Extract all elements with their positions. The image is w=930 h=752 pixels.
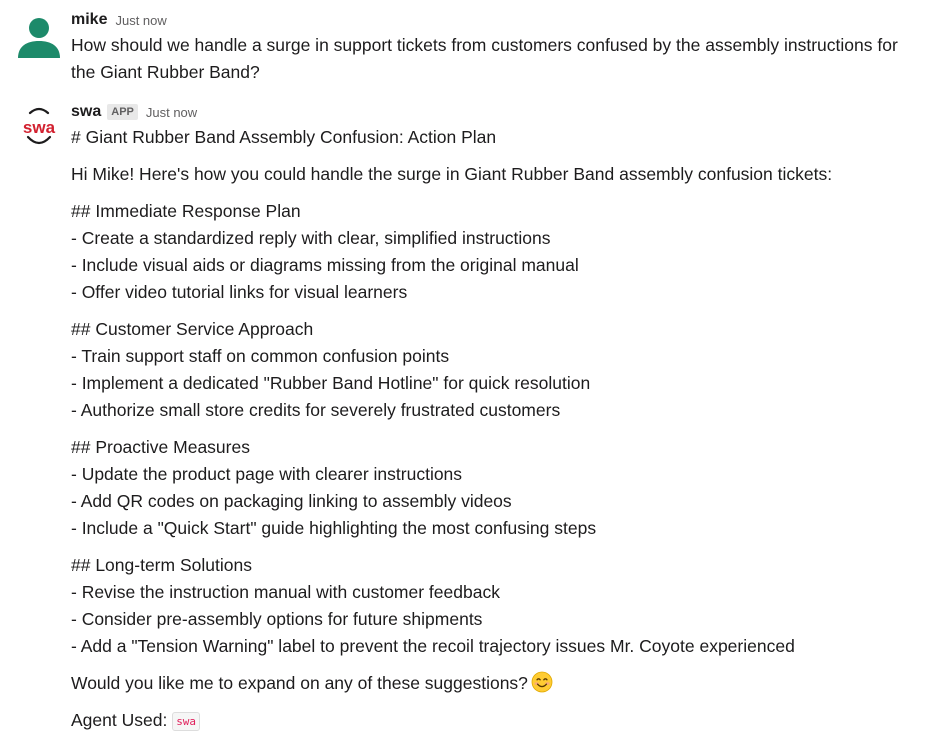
agent-label: Agent Used: [71, 710, 168, 730]
list-item: - Offer video tutorial links for visual learners [71, 282, 408, 302]
list-item: - Update the product page with clearer instructions [71, 464, 463, 484]
author-name[interactable]: swa [71, 103, 102, 120]
list-item: - Train support staff on common confusion points [71, 346, 450, 366]
svg-text:swa: swa [22, 118, 56, 137]
list-item: - Include a "Quick Start" guide highlighting the most confusing steps [71, 518, 597, 538]
list-item: - Include visual aids or diagrams missing from the original manual [71, 255, 579, 275]
agent-used [71, 707, 924, 734]
timestamp[interactable]: Just now [145, 104, 198, 120]
section-proactive-measures [71, 434, 924, 542]
section-title: ## Customer Service Approach [71, 319, 314, 339]
list-item: - Add a "Tension Warning" label to prevent the recoil trajectory issues Mr. Coyote experienced [71, 636, 795, 656]
list-item: - Implement a dedicated "Rubber Band Hotline" for quick resolution [71, 373, 591, 393]
swa-logo-icon[interactable] [16, 104, 62, 150]
message-heading: # Giant Rubber Band Assembly Confusion: Action Plan [71, 127, 497, 147]
message-meta [71, 100, 924, 124]
section-title: ## Long-term Solutions [71, 555, 252, 575]
section-title: ## Proactive Measures [71, 437, 250, 457]
timestamp[interactable]: Just now [115, 12, 167, 28]
message-meta [71, 8, 924, 32]
author-name[interactable]: mike [71, 11, 108, 28]
section-long-term [71, 552, 924, 660]
message-intro: Hi Mike! Here's how you could handle the surge in Giant Rubber Band assembly confusion tickets: [71, 164, 833, 184]
list-item: - Revise the instruction manual with customer feedback [71, 582, 500, 602]
section-customer-service [71, 316, 924, 424]
message-text: How should we handle a surge in support tickets from customers confused by the assembly instructions for the Giant Rubber Band? [71, 35, 898, 82]
app-badge: APP [107, 104, 138, 120]
section-immediate-response [71, 198, 924, 306]
list-item: - Add QR codes on packaging linking to assembly videos [71, 491, 512, 511]
closing-text: Would you like me to expand on any of these suggestions? [71, 673, 528, 693]
message-closing [71, 670, 924, 697]
list-item: - Authorize small store credits for severely frustrated customers [71, 400, 561, 420]
agent-code: swa [172, 712, 200, 731]
list-item: - Create a standardized reply with clear, simplified instructions [71, 228, 551, 248]
section-title: ## Immediate Response Plan [71, 201, 301, 221]
list-item: - Consider pre-assembly options for future shipments [71, 609, 483, 629]
user-avatar-icon[interactable] [16, 14, 62, 60]
smiling-face-emoji-icon [531, 671, 553, 693]
